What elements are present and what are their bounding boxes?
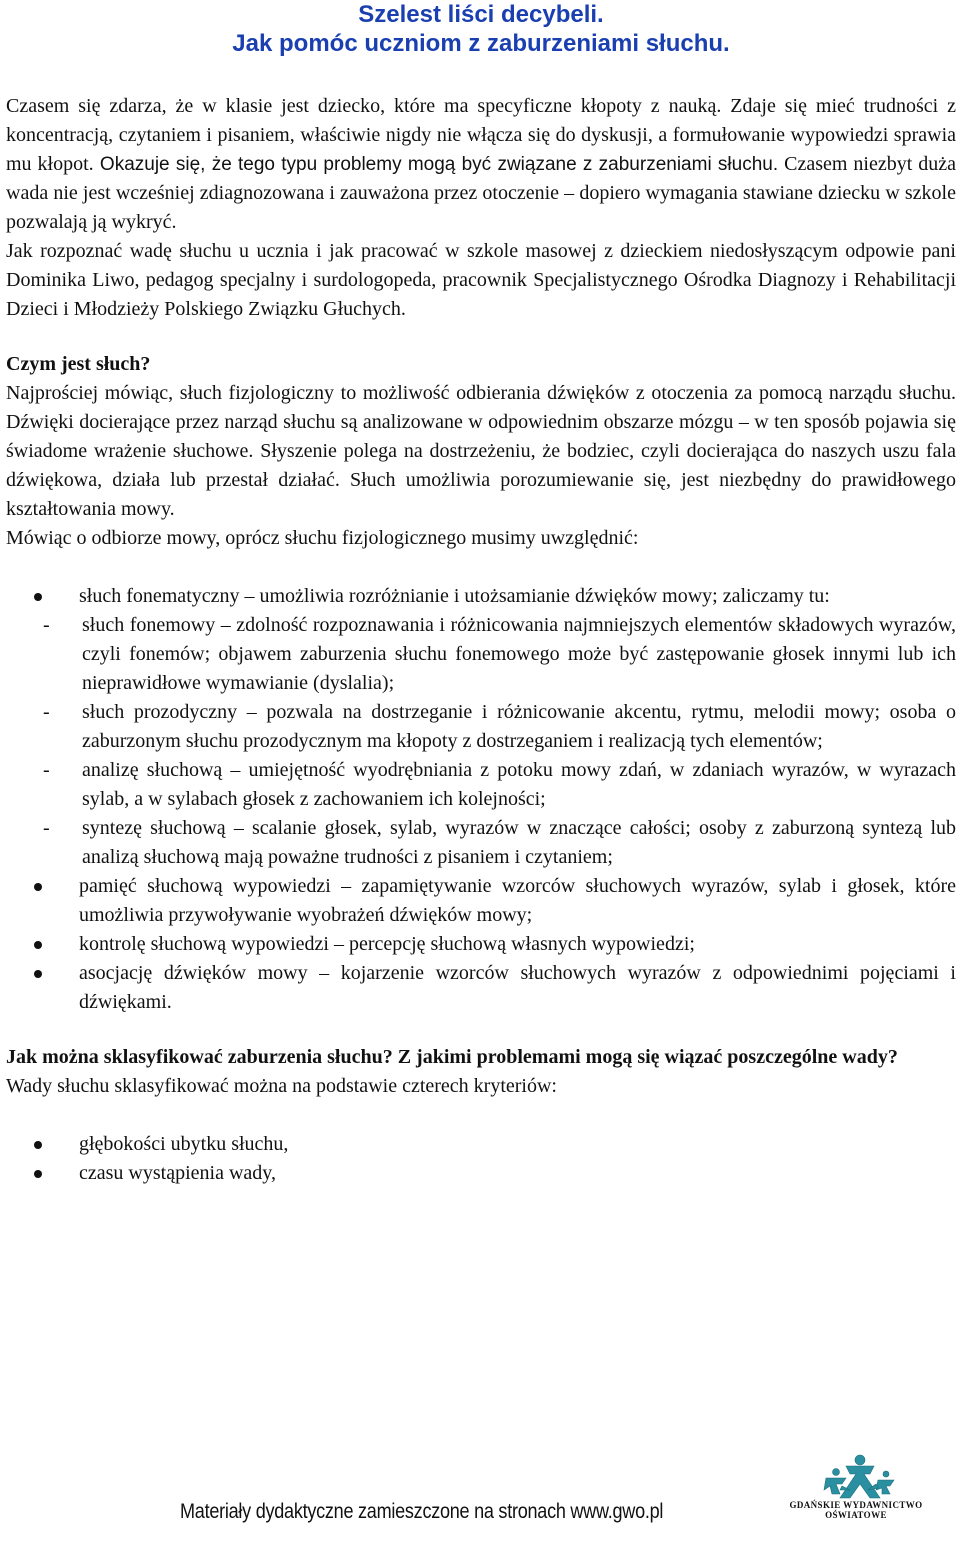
document-title — [6, 0, 956, 58]
dash-marker: - — [43, 614, 50, 636]
title-line-2: Jak pomóc uczniom z zaburzeniami słuchu. — [232, 30, 730, 57]
list-item-text: głębokości ubytku słuchu, — [79, 1133, 289, 1155]
dash-marker: - — [43, 817, 50, 839]
list-item-text: pamięć słuchową wypowiedzi – zapamiętywanie wzorców słuchowych wyrazów, sylab i głosek, które umożliwia przywoływanie wyobrażeń dźwięków mowy; — [79, 875, 956, 926]
list-item-text: czasu wystąpienia wady, — [79, 1162, 276, 1184]
section-heading-hearing: Czym jest słuch? — [6, 353, 151, 375]
bullet-icon — [34, 883, 42, 891]
section-heading-classification: Jak można sklasyfikować zaburzenia słuchu? Z jakimi problemami mogą się wiązać poszczególne wady? — [6, 1046, 898, 1068]
intro-sentences-c: Czasem niezbyt duża wada nie jest wcześniej zdiagnozowana i zauważona przez otoczenie – dopiero wymagania stawiane dziecku w szkole pozwalają ją wykryć. — [6, 153, 957, 233]
bullet-icon — [34, 970, 42, 978]
sublist-item-text: słuch fonemowy – zdolność rozpoznawania i różnicowania najmniejszych elementów składowych wyrazów, czyli fonemów; objawem zaburzenia słuchu fonemowego może być zastępowanie głosek innymi lub ich nieprawidłowe wymawianie (dyslalia); — [82, 614, 956, 694]
list-item — [6, 930, 956, 959]
criteria-list — [6, 1130, 956, 1188]
bullet-icon — [34, 1141, 42, 1149]
list-item — [6, 872, 956, 930]
intro-sentences-a: Czasem się zdarza, że w klasie jest dziecko, które ma specyficzne kłopoty z nauką. Zdaje się mieć trudności z koncentracją, czytaniem i pisaniem, właściwie nigdy nie włącza się do dyskusji, a formułowanie wypowiedzi sprawia mu kłopot. — [6, 95, 956, 175]
list-item-text: słuch fonematyczny – umożliwia rozróżnianie i utożsamianie dźwięków mowy; zaliczamy tu: — [79, 585, 830, 607]
list-item — [6, 582, 956, 872]
page-footer — [0, 1494, 960, 1544]
logo-caption-line-1: GDAŃSKIE WYDAWNICTWO — [789, 1500, 923, 1510]
phonematic-sublist — [6, 611, 956, 872]
list-item-text: asocjację dźwięków mowy – kojarzenie wzorców słuchowych wyrazów z odpowiednimi pojęciami i dźwiękami. — [79, 962, 956, 1013]
list-item — [6, 1130, 956, 1159]
section-1-paragraph-1: Najprościej mówiąc, słuch fizjologiczny to możliwość odbierania dźwięków z otoczenia za pomocą narządu słuchu. Dźwięki docierające przez narząd słuchu są analizowane w odpowiednim obszarze mózgu – w ten sposób pojawia się świadome wrażenie słuchowe. Słyszenie polega na dostrzeżeniu, że bodziec, czyli docierająca do naszych uszu fala dźwiękowa, działa lub przestał działać. Słuch umożliwia porozumiewanie się, jest niezbędny do prawidłowego kształtowania mowy. — [6, 382, 956, 520]
document-page — [6, 0, 956, 1188]
section-1-paragraph-2: Mówiąc o odbiorze mowy, oprócz słuchu fizjologicznego musimy uwzględnić: — [6, 527, 639, 549]
title-line-1: Szelest liści decybeli. — [358, 1, 604, 28]
list-item — [6, 1159, 956, 1188]
speech-perception-list — [6, 582, 956, 1017]
sublist-item — [6, 611, 956, 698]
dash-marker: - — [43, 701, 50, 723]
sublist-item — [6, 814, 956, 872]
gwo-figure-logo-icon — [776, 1454, 936, 1500]
sublist-item-text: syntezę słuchową – scalanie głosek, sylab, wyrazów w znaczące całości; osoby z zaburzoną syntezą lub analizą słuchową mają poważne trudności z pisaniem i czytaniem; — [82, 817, 956, 868]
sublist-item — [6, 698, 956, 756]
bullet-icon — [34, 941, 42, 949]
publisher-logo — [776, 1454, 936, 1539]
bullet-icon — [34, 593, 42, 601]
logo-caption — [776, 1500, 936, 1520]
logo-caption-line-2: OŚWIATOWE — [825, 1510, 887, 1520]
intro-paragraph-2: Jak rozpoznać wadę słuchu u ucznia i jak pracować w szkole masowej z dzieckiem niedosłyszącym odpowie pani Dominika Liwo, pedagog specjalny i surdologopeda, pracownik Specjalistycznego Ośrodka Diagnozy i Rehabilitacji Dzieci i Młodzieży Polskiego Związku Głuchych. — [6, 240, 956, 320]
bullet-icon — [34, 1170, 42, 1178]
intro-paragraph-1 — [6, 92, 956, 237]
list-item-text: kontrolę słuchową wypowiedzi – percepcję słuchową własnych wypowiedzi; — [79, 933, 695, 955]
sublist-item-text: słuch prozodyczny – pozwala na dostrzeganie i różnicowanie akcentu, rytmu, melodii mowy; osoba o zaburzonym słuchu prozodycznym ma kłopoty z dostrzeganiem i realizacją tych elementów; — [82, 701, 956, 752]
footer-text: Materiały dydaktyczne zamieszczone na stronach www.gwo.pl — [180, 1500, 664, 1523]
section-2-paragraph-1: Wady słuchu sklasyfikować można na podstawie czterech kryteriów: — [6, 1075, 557, 1097]
sublist-item — [6, 756, 956, 814]
dash-marker: - — [43, 759, 50, 781]
intro-sentence-b: Okazuje się, że tego typu problemy mogą być związane z zaburzeniami słuchu. — [93, 154, 779, 175]
sublist-item-text: analizę słuchową – umiejętność wyodrębniania z potoku mowy zdań, w zdaniach wyrazów, w wyrazach sylab, a w sylabach głosek z zachowaniem ich kolejności; — [82, 759, 956, 810]
list-item — [6, 959, 956, 1017]
